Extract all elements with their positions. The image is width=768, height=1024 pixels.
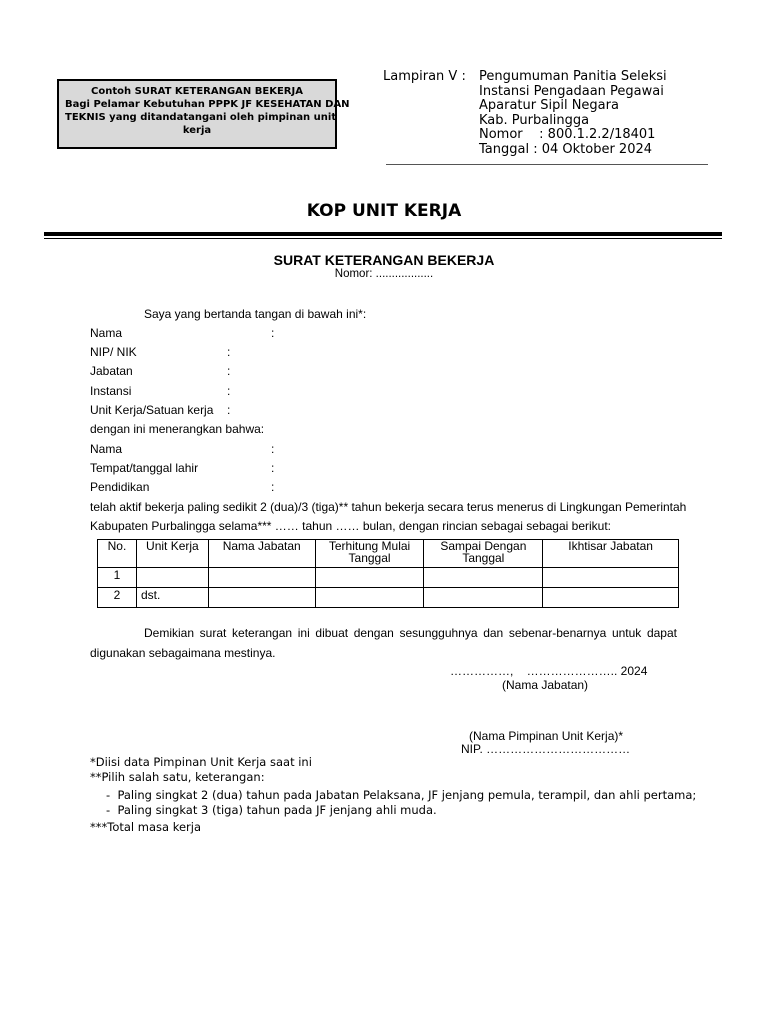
closing-line: digunakan sebagaimana mestinya. [90,646,276,660]
table-header-row [98,540,679,568]
lampiran-block [383,70,713,157]
table-cell [424,588,543,608]
closing-line: Demikian surat keterangan ini dibuat dengan sesungguhnya dan sebenar-benarnya untuk dapat [144,626,677,640]
signature-nip: NIP. ……………………………… [461,742,631,756]
statement-text: dengan ini menerangkan bahwa: [90,422,265,436]
table-cell: 2 [98,588,137,608]
lampiran-label: Lampiran V : [383,69,466,84]
lampiran-line: Instansi Pengadaan Pegawai [479,83,664,99]
field-colon: : [227,345,231,359]
signature-place-date: ……………, ………………….. 2024 [450,664,648,678]
note-bullet-text: Paling singkat 3 (tiga) tahun pada JF jenjang ahli muda. [117,803,437,817]
signature-position: (Nama Jabatan) [502,678,589,692]
note-2: **Pilih salah satu, keterangan: [90,770,265,784]
table-row [98,588,679,608]
note-bullet: - Paling singkat 3 (tiga) tahun pada JF jenjang ahli muda. [106,803,437,817]
field-label-jabatan: Jabatan [90,364,133,378]
lampiran-line: Pengumuman Panitia Seleksi [479,69,667,84]
lampiran-line: Kab. Purbalingga [479,112,590,128]
field-label-ttl: Tempat/tanggal lahir [90,461,199,475]
field-colon: : [271,461,275,475]
paragraph-line: telah aktif bekerja paling sedikit 2 (dua)/3 (tiga)** tahun bekerja secara terus menerus di Lingkungan Pemerintah [90,500,687,514]
table-cell [543,588,679,608]
field-colon: : [227,384,231,398]
letterhead: KOP UNIT KERJA [306,201,462,221]
document-title: SURAT KETERANGAN BEKERJA [273,252,495,268]
field-colon: : [271,442,275,456]
letterhead-rule-thick [44,232,722,236]
field-label-unit-kerja: Unit Kerja/Satuan kerja [90,403,214,417]
field-colon: : [271,326,275,340]
table-header: Ikhtisar Jabatan [543,540,679,568]
table-cell: dst. [136,588,208,608]
note-3: ***Total masa kerja [90,820,202,834]
document-number: Nomor: .................. [334,268,434,280]
table-row [98,568,679,588]
notice-box [57,79,350,149]
table-header: No. [98,540,137,568]
table-cell [315,588,424,608]
notice-line: TEKNIS yang ditandatangani oleh pimpinan unit [65,112,337,123]
lampiran-line: Aparatur Sipil Negara [479,98,619,113]
note-bullet: - Paling singkat 2 (dua) tahun pada Jabatan Pelaksana, JF jenjang pemula, terampil, dan ahli pertama; [106,788,697,802]
field-colon: : [227,403,231,417]
signature-name: (Nama Pimpinan Unit Kerja)* [469,729,624,743]
field-label-pendidikan: Pendidikan [90,480,150,494]
table-cell: 1 [98,568,137,588]
note-1: *Diisi data Pimpinan Unit Kerja saat ini [90,755,312,769]
table-cell [208,568,315,588]
letterhead-rule-thin [44,238,722,239]
paragraph-line: Kabupaten Purbalingga selama*** …… tahun …… bulan, dengan rincian sebagai sebagai berikut: [90,519,612,533]
table-cell [424,568,543,588]
field-label-nama: Nama [90,326,123,340]
field-colon: : [227,364,231,378]
field-label-nip: NIP/ NIK [90,345,137,359]
field-label-subject-nama: Nama [90,442,123,456]
lampiran-divider [386,164,708,165]
field-label-instansi: Instansi [90,384,132,398]
field-colon: : [271,480,275,494]
note-bullet-text: Paling singkat 2 (dua) tahun pada Jabatan Pelaksana, JF jenjang pemula, terampil, dan ahli pertama; [117,788,697,802]
table-cell [208,588,315,608]
lampiran-nomor: Nomor : 800.1.2.2/18401 [479,127,656,142]
table-cell [315,568,424,588]
table-header: Nama Jabatan [208,540,315,568]
notice-line: kerja [182,125,212,136]
notice-line: Bagi Pelamar Kebutuhan PPPK JF KESEHATAN DAN [65,99,350,110]
intro-text: Saya yang bertanda tangan di bawah ini*: [144,307,367,321]
work-history-table [97,539,679,608]
table-cell [543,568,679,588]
notice-line: Contoh SURAT KETERANGAN BEKERJA [91,86,303,97]
table-cell [136,568,208,588]
table-header: Unit Kerja [136,540,208,568]
table-header: Sampai Dengan Tanggal [424,540,543,568]
table-header: Terhitung Mulai Tanggal [315,540,424,568]
lampiran-tanggal: Tanggal : 04 Oktober 2024 [479,141,653,157]
